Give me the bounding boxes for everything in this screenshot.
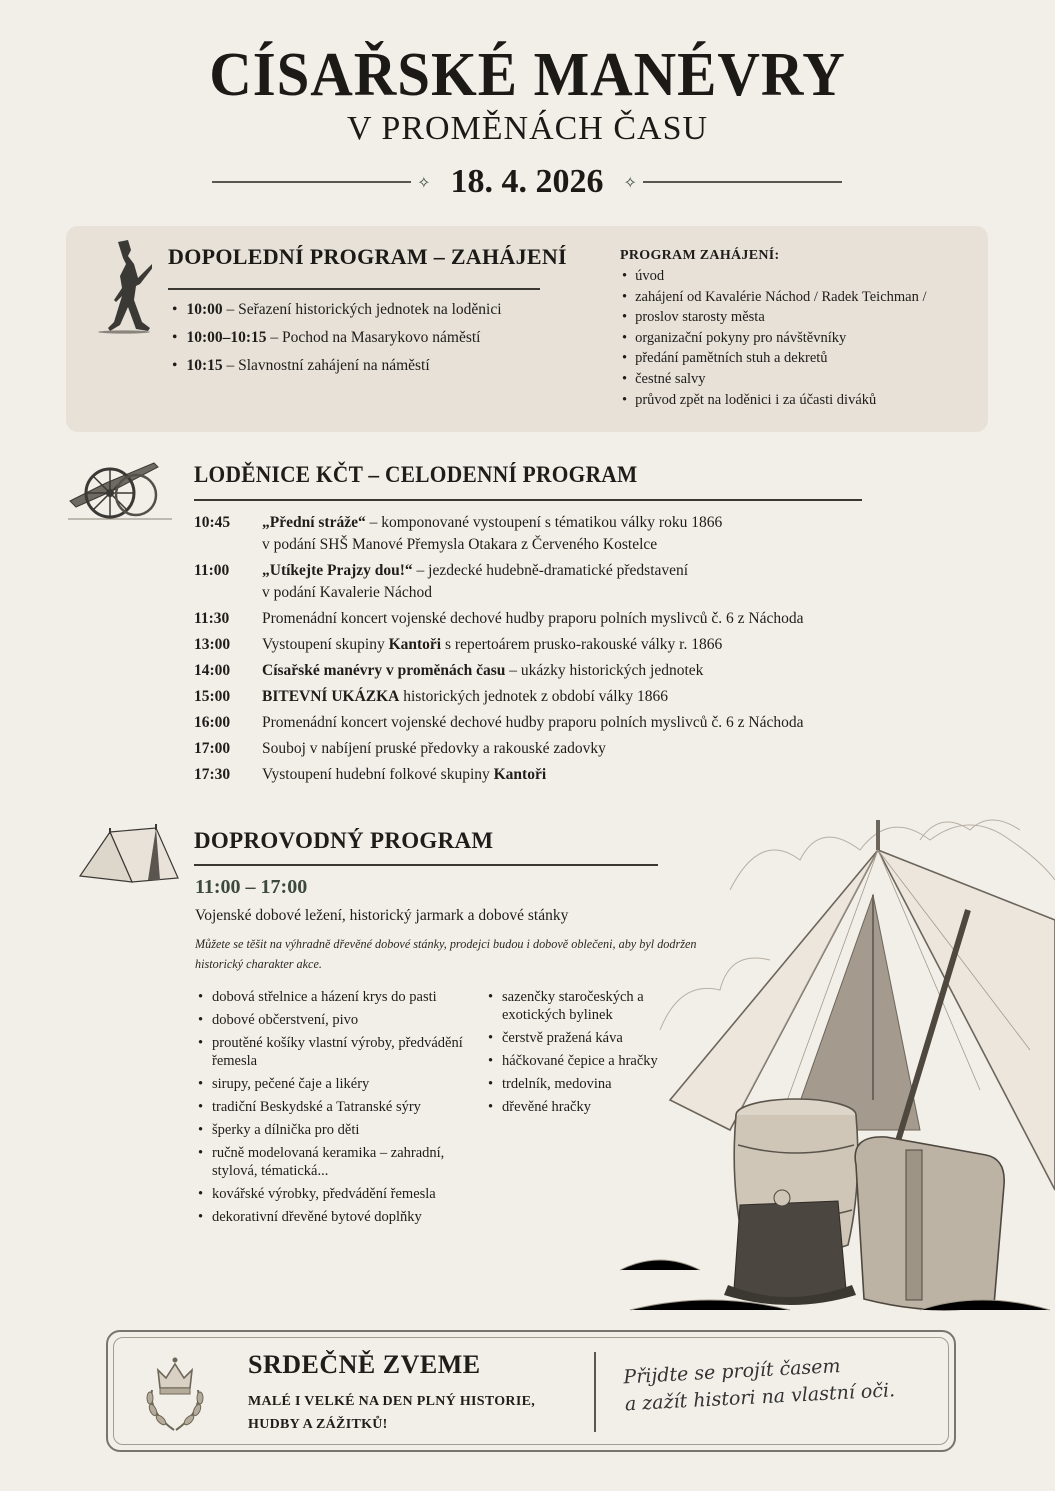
page-title: CÍSAŘSKÉ MANÉVRY	[209, 41, 846, 109]
schedule-desc	[262, 634, 882, 656]
schedule-time: 13:00	[194, 636, 231, 653]
schedule-row	[194, 738, 882, 760]
list-item	[168, 296, 502, 324]
desc-text: Vystoupení hudební folkové skupiny	[262, 766, 494, 783]
stalls-list-right	[488, 988, 688, 1121]
list-item: • dobová střelnice a házení krys do pasti	[198, 988, 468, 1006]
list-item: • dobové občerstvení, pivo	[198, 1011, 468, 1029]
allday-title: LODĚNICE KČT – CELODENNÍ PROGRAM	[194, 462, 638, 487]
list-item: • organizační pokyny pro návštěvníky	[620, 328, 927, 349]
accompanying-note: Můžete se těšit na výhradně dřevěné dobové stánky, prodejci budou i dobově oblečeni, aby byl dodržen historický charakter akce.	[195, 937, 697, 971]
desc-bold: Kantoři	[493, 766, 547, 783]
schedule-desc	[262, 660, 882, 682]
schedule-desc	[262, 686, 882, 708]
page-subtitle: V PROMĚNÁCH ČASU	[346, 110, 709, 147]
list-item: • tradiční Beskydské a Tatranské sýry	[198, 1098, 468, 1116]
schedule-row	[194, 712, 882, 734]
schedule-time: 17:30	[194, 766, 231, 783]
desc-line2: v podání Kavalerie Náchod	[262, 584, 433, 601]
divider	[194, 499, 862, 501]
schedule-row	[194, 560, 882, 604]
desc-bold: BITEVNÍ UKÁZKA	[262, 688, 400, 705]
cannon-icon	[66, 455, 176, 525]
schedule-desc	[262, 608, 882, 630]
ornament-icon: ✧	[417, 172, 431, 192]
schedule-time: 16:00	[194, 714, 231, 731]
ornament-icon: ✧	[623, 172, 637, 192]
invitation-title: SRDEČNĚ ZVEME	[248, 1350, 481, 1379]
opening-title: PROGRAM ZAHÁJENÍ:	[620, 248, 780, 263]
schedule-time: 15:00	[194, 688, 231, 705]
list-item: • proutěné košíky vlastní výroby, předvádění řemesla	[198, 1034, 468, 1070]
list-item: • kovářské výrobky, předvádění řemesla	[198, 1185, 468, 1203]
schedule-time: 11:30	[194, 610, 230, 627]
list-item: • proslov starosty města	[620, 307, 927, 328]
schedule-row	[194, 686, 882, 708]
schedule-desc	[262, 712, 882, 734]
morning-program-box	[66, 226, 988, 432]
invitation-banner	[106, 1330, 956, 1452]
list-item: • zahájení od Kavalérie Náchod / Radek Teichman /	[620, 287, 927, 308]
morning-list	[168, 296, 502, 380]
list-item: • ručně modelovaná keramika – zahradní, stylová, tématická...	[198, 1144, 468, 1180]
desc-text: historických jednotek z období války 1866	[399, 688, 668, 705]
item-text: – Slavnostní zahájení na náměstí	[222, 357, 430, 374]
desc-bold: Císařské manévry v proměnách času	[262, 662, 506, 679]
desc-text: Vystoupení skupiny	[262, 636, 389, 653]
accompanying-time: 11:00 – 17:00	[195, 876, 308, 898]
schedule-time: 17:00	[194, 740, 231, 757]
divider-left	[212, 181, 411, 183]
item-text: – Pochod na Masarykovo náměstí	[266, 329, 481, 346]
desc-text: Promenádní koncert vojenské dechové hudby praporu polních myslivců č. 6 z Náchoda	[262, 610, 804, 627]
desc-text: Souboj v nabíjení pruské předovky a rakouské zadovky	[262, 740, 606, 757]
accompanying-lead: Vojenské dobové ležení, historický jarmark a dobové stánky	[195, 907, 569, 924]
list-item	[168, 352, 502, 380]
desc-text: Promenádní koncert vojenské dechové hudby praporu polních myslivců č. 6 z Náchoda	[262, 714, 804, 731]
divider-right	[643, 181, 842, 183]
list-item: • čerstvě pražená káva	[488, 1029, 688, 1047]
list-item: • dekorativní dřevěné bytové doplňky	[198, 1208, 468, 1226]
schedule-row	[194, 512, 882, 556]
desc-line2: v podání SHŠ Manové Přemysla Otakara z Červeného Kostelce	[262, 536, 658, 553]
list-item: • sazenčky staročeských a exotických bylinek	[488, 988, 688, 1024]
subtitle-line: HUDBY A ZÁŽITKŮ!	[248, 1417, 388, 1432]
item-text: – Seřazení historických jednotek na loděnici	[222, 301, 502, 318]
desc-text: – ukázky historických jednotek	[505, 662, 704, 679]
schedule-row	[194, 660, 882, 682]
slogan-line: a zažít histori na vlastní oči.	[624, 1379, 896, 1416]
opening-program	[620, 248, 927, 410]
list-item: • háčkované čepice a hračky	[488, 1052, 688, 1070]
desc-text: – komponované vystoupení s tématikou války roku 1866	[365, 514, 723, 531]
desc-text: s repertoárem prusko-rakouské války r. 1866	[441, 636, 723, 653]
opening-list	[620, 266, 927, 410]
list-item: • dřevěné hračky	[488, 1098, 688, 1116]
slogan-line: Přijdte se projít časem	[622, 1355, 842, 1389]
list-item: • trdelník, medovina	[488, 1075, 688, 1093]
item-time: 10:00–10:15	[186, 329, 267, 346]
schedule-row	[194, 634, 882, 656]
date-row	[212, 160, 842, 204]
list-item: • šperky a dílnička pro děti	[198, 1121, 468, 1139]
crown-laurel-icon	[144, 1354, 206, 1434]
list-item	[168, 324, 502, 352]
list-item: • úvod	[620, 266, 927, 287]
item-time: 10:15	[186, 357, 223, 374]
schedule-desc	[262, 560, 882, 604]
invitation-subtitle	[248, 1390, 598, 1436]
event-date: 18. 4. 2026	[450, 163, 604, 200]
stalls-list-left	[198, 988, 468, 1231]
divider	[168, 288, 540, 290]
list-item: • předání pamětních stuh a dekretů	[620, 348, 927, 369]
schedule-time: 11:00	[194, 562, 230, 579]
subtitle-line: MALÉ I VELKÉ NA DEN PLNÝ HISTORIE,	[248, 1394, 536, 1409]
list-item: • průvod zpět na loděnici i za účasti diváků	[620, 390, 927, 411]
allday-schedule	[194, 512, 882, 790]
list-item: • čestné salvy	[620, 369, 927, 390]
desc-bold: Kantoři	[388, 636, 442, 653]
item-time: 10:00	[186, 301, 223, 318]
schedule-time: 14:00	[194, 662, 231, 679]
desc-bold: „Přední stráže“	[262, 514, 366, 531]
schedule-desc	[262, 738, 882, 760]
tent-icon	[74, 818, 182, 890]
divider	[194, 864, 658, 866]
schedule-time: 10:45	[194, 514, 231, 531]
vertical-divider	[594, 1352, 596, 1432]
desc-text: – jezdecké hudebně-dramatické představení	[412, 562, 689, 579]
schedule-desc	[262, 512, 882, 556]
desc-bold: „Utíkejte Prajzy dou!“	[262, 562, 413, 579]
list-item: • sirupy, pečené čaje a likéry	[198, 1075, 468, 1093]
accompanying-title: DOPROVODNÝ PROGRAM	[194, 828, 494, 853]
marching-soldier-icon	[94, 236, 152, 336]
morning-title: DOPOLEDNÍ PROGRAM – ZAHÁJENÍ	[168, 244, 567, 269]
schedule-row	[194, 608, 882, 630]
